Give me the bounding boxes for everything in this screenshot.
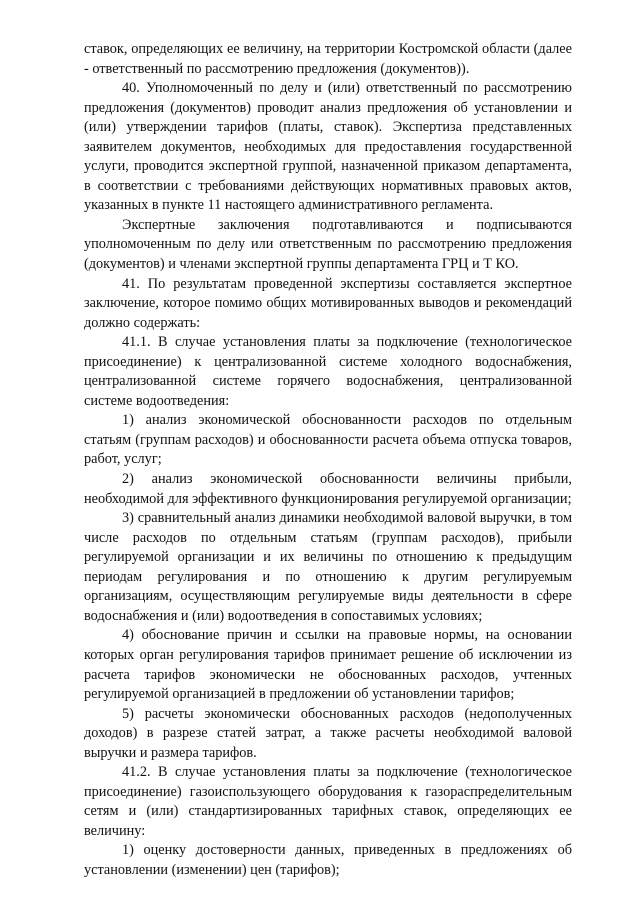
paragraph-expert-conclusions: Экспертные заключения подготавливаются и подписываются уполномоченным по делу или ответственным по рассмотрению предложения (документов) и членами экспертной группы департамента ГРЦ и Т КО.: [84, 216, 572, 273]
paragraph-continuation: ставок, определяющих ее величину, на территории Костромской области (далее - ответственный по рассмотрению предложения (документов)).: [84, 41, 572, 77]
list-item-41-1-2: 2) анализ экономической обоснованности величины прибыли, необходимой для эффективного функционирования регулируемой организации;: [84, 471, 572, 507]
list-item-41-1-4: 4) обоснование причин и ссылки на правовые нормы, на основании которых орган регулирования тарифов принимает решение об исключении из расчета тарифов экономически не обоснованных расходов, учтенных регулируемой организацией в предложении об установлении тарифов;: [84, 627, 572, 703]
list-item-41-1-3: 3) сравнительный анализ динамики необходимой валовой выручки, в том числе расходов по отдельным статьям (группам расходов), прибыли регулируемой организации и их величины по отношению к предыдущим периодам регулирования и по отношению к другим регулируемым организациям, осуществляющим регулируемые виды деятельности в сфере водоснабжения и (или) водоотведения в сопоставимых условиях;: [84, 510, 572, 624]
list-item-41-1-1: 1) анализ экономической обоснованности расходов по отдельным статьям (группам расходов) и обоснованности расчета объема отпуска товаров, работ, услуг;: [84, 412, 572, 468]
paragraph-40: 40. Уполномоченный по делу и (или) ответственный по рассмотрению предложения (документов) проводит анализ предложения об установлении и (или) утверждении тарифов (платы, ставок). Экспертиза представленных заявителем документов, необходимых для предоставления государственной услуги, проводится экспертной группой, назначенной приказом департамента, в соответствии с требованиями действующих нормативных правовых актов, указанных в пункте 11 настоящего административного регламента.: [84, 80, 572, 214]
paragraph-41-2: 41.2. В случае установления платы за подключение (технологическое присоединение) газоиспользующего оборудования к газораспределительным сетям и (или) стандартизированных тарифных ставок, определяющих ее величину:: [84, 764, 572, 839]
paragraph-41-1: 41.1. В случае установления платы за подключение (технологическое присоединение) к централизованной системе холодного водоснабжения, централизованной системе горячего водоснабжения, централизованной системе водоотведения:: [84, 334, 572, 409]
list-item-41-2-1: 1) оценку достоверности данных, приведенных в предложениях об установлении (изменении) цен (тарифов);: [84, 842, 572, 878]
document-page: [84, 40, 572, 881]
paragraph-41: 41. По результатам проведенной экспертизы составляется экспертное заключение, которое помимо общих мотивированных выводов и рекомендаций должно содержать:: [84, 275, 572, 331]
list-item-41-1-5: 5) расчеты экономически обоснованных расходов (недополученных доходов) в разрезе статей затрат, а также расчеты необходимой валовой выручки и размера тарифов.: [84, 705, 572, 761]
